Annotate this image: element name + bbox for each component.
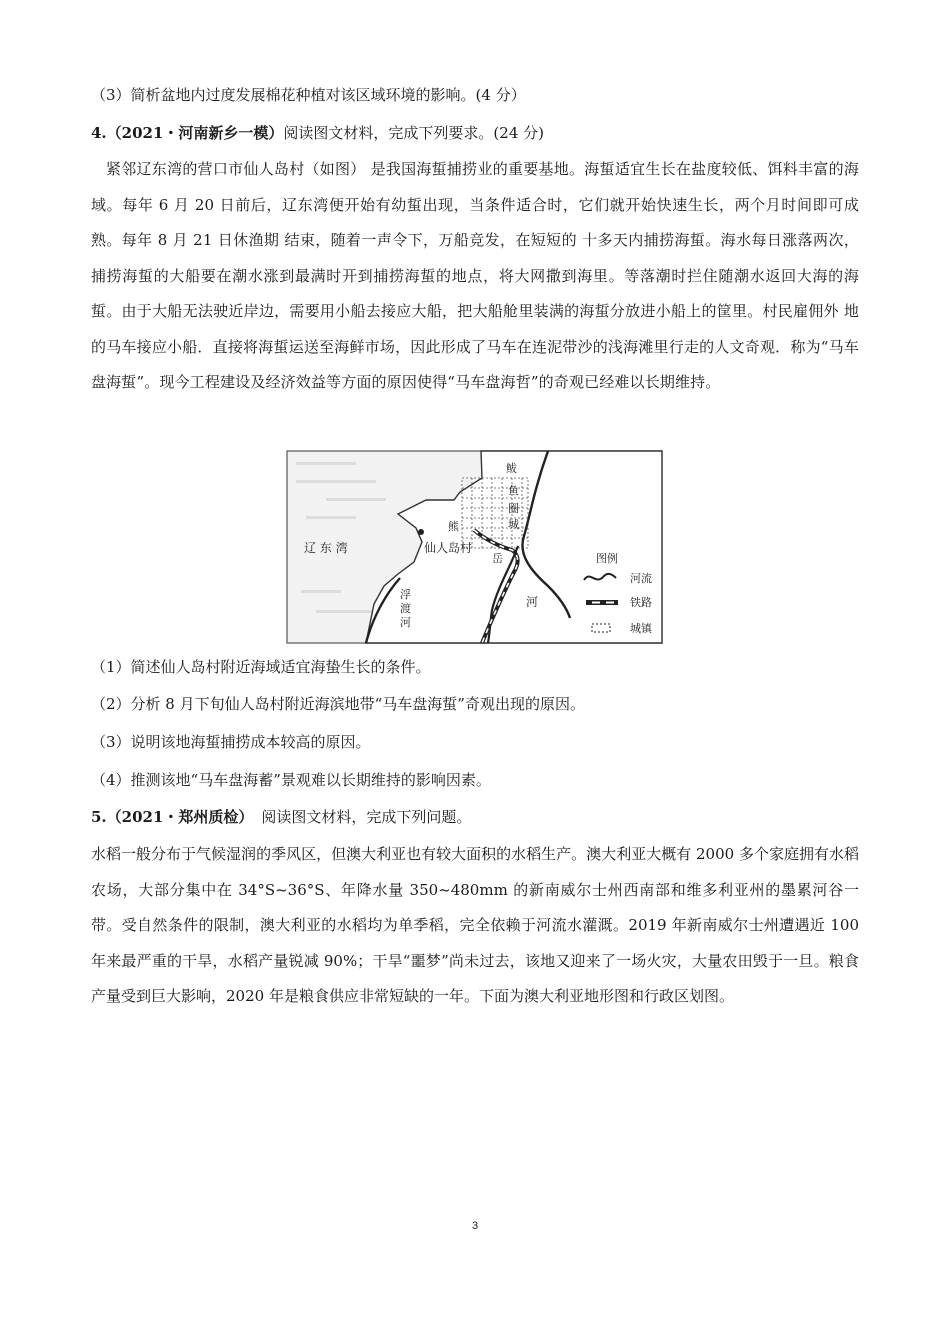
svg-text:鱼: 鱼	[508, 484, 519, 497]
q4-question-1: （1）简述仙人岛村附近海域适宜海蛰生长的条件。	[91, 658, 431, 676]
q5-instruction: 阅读图文材料，完成下列问题。	[261, 808, 472, 826]
q5-number: 5.	[91, 808, 107, 826]
q4-question-2: （2）分析 8 月下旬仙人岛村附近海滨地带“马车盘海蜇”奇观出现的原因。	[91, 695, 585, 713]
svg-text:渡: 渡	[400, 602, 411, 615]
legend-title: 图例	[596, 552, 618, 565]
legend-town: 城镇	[630, 622, 652, 635]
river-label-2: 河	[526, 595, 539, 609]
svg-text:城: 城	[508, 518, 519, 531]
page-number: 3	[471, 1220, 479, 1232]
river-label-1	[400, 588, 411, 629]
village-label: 仙人岛村	[424, 541, 473, 555]
prev-question-3: （3）简析盆地内过度发展棉花种植对该区域环境的影响。(4 分）	[91, 86, 526, 104]
q4-instruction: 阅读图文材料，完成下列要求。(24 分)	[283, 124, 544, 142]
svg-text:圈: 圈	[508, 502, 519, 515]
q4-question-4: （4）推测该地“马车盘海蓄”景观难以长期维持的影响因素。	[91, 771, 491, 789]
svg-text:河: 河	[400, 616, 411, 629]
q4-number: 4.	[91, 124, 107, 142]
svg-text:浮: 浮	[400, 588, 411, 601]
legend-rail: 铁路	[630, 596, 652, 609]
q5-header	[91, 807, 471, 827]
map-figure	[286, 450, 663, 644]
village-marker	[418, 529, 424, 535]
station-label-1: 熊	[448, 520, 459, 533]
sea-label: 辽 东 湾	[304, 541, 348, 555]
q4-header	[91, 123, 544, 143]
station-label-2: 岳	[492, 552, 503, 565]
q5-source: （2021・郑州质检）	[106, 808, 254, 826]
q5-passage: 水稻一般分布于气候湿润的季风区，但澳大利亚也有较大面积的水稻生产。澳大利亚大概有 2000 多个家庭拥有水稻农场，大部分集中在 34°S~36°S、年降水量 350~480mm 的新南威尔士州西南部和维多利亚州的墨累河谷一带。受自然条件的限制，澳大利亚的水稻均为单季稻，完全依赖于河流水灌溉。2019 年新南威尔士州遭遇近 100 年来最严重的干旱，水稻产量锐减 90%；干旱“噩梦”尚未过去，该地又迎来了一场火灾，大量农田毁于一旦。粮食产量受到巨大影响，2020 年是粮食供应非常短缺的一年。下面为澳大利亚地形图和行政区划图。	[91, 845, 859, 1005]
svg-text:鲅: 鲅	[506, 462, 517, 475]
q4-passage: 紧邻辽东湾的营口市仙人岛村（如图） 是我国海蜇捕捞业的重要基地。海蜇适宜生长在盐度较低、饵料丰富的海域。每年 6 月 20 日前后，辽东湾便开始有幼蜇出现，当条件适合时，它们就开始快速生长，两个月时间即可成熟。每年 8 月 21 日休渔期 结束，随着一声令下，万船竞发，在短短的 十多天内捕捞海蜇。海水每日涨落两次，捕捞海蜇的大船要在潮水涨到最满时开到捕捞海蜇的地点，将大网撒到海里。等落潮时拦住随潮水返回大海的海蜇。由于大船无法驶近岸边，需要用小船去接应大船，把大船舱里装满的海蜇分放进小船上的筐里。村民雇佣外 地的马车接应小船．直接将海蜇运送至海鲜市场，因此形成了马车在连泥带沙的浅海滩里行走的人文奇观．称为“马车盘海蜇”。现今工程建设及经济效益等方面的原因使得“马车盘海哲”的奇观已经难以长期维持。	[91, 160, 859, 391]
q4-source: （2021・河南新乡一模）	[106, 124, 284, 142]
legend-river: 河流	[630, 572, 652, 585]
q4-question-3: （3）说明该地海蜇捕捞成本较高的原因。	[91, 733, 371, 751]
